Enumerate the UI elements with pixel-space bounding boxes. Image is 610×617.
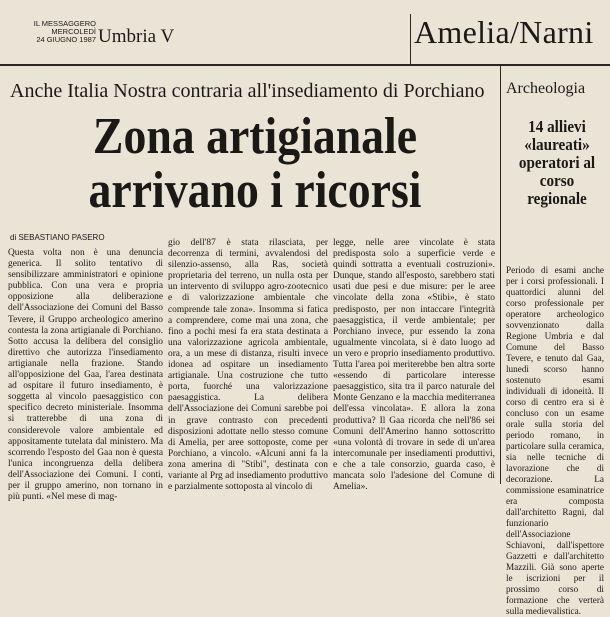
paper-name: IL MESSAGGERO bbox=[33, 19, 96, 28]
sidebar-headline: 14 allievi «laureati» operatori al corso regionale bbox=[518, 117, 596, 208]
date: 24 GIUGNO 1987 bbox=[36, 35, 96, 44]
show-through-shadow bbox=[178, 22, 408, 50]
headline-line-1: Zona artigianale bbox=[92, 108, 418, 165]
headline-line-2: arrivano i ricorsi bbox=[88, 162, 422, 219]
city-title: Amelia/Narni bbox=[414, 14, 594, 50]
byline: di SEBASTIANO PASERO bbox=[10, 233, 105, 242]
sidebar-body bbox=[506, 265, 604, 616]
sidebar-divider bbox=[500, 66, 501, 484]
sidebar-section-label: Archeologia bbox=[506, 80, 586, 97]
article-column-1 bbox=[8, 248, 163, 503]
column-1-text: Questa volta non è una denuncia generica. Il solito tentativo di sensibilizzare amministratori e opinione pubblica. Con una vera e propria opposizione alla deliberazione dell'Associazione dei Comuni del Basso Tevere, il Gruppo archeologico amerino contesta la zona artigianale di Porchiano. Sotto accusa la delibera del consiglio direttivo che autorizza l'insediamento artigianale nella frazione. Stando all'opposizione del Gaa, l'area destinata ad ospitare il futuro insediamento, è soggetta al vincolo paesaggistico con specifico decreto ministeriale. Insomma si tratterebbe di una zona di considerevole valore ambientale ed appositamente tutelata dal ministero. Ma scorrendo l'esposto del Gaa non è questa l'unica incongruenza della delibera dell'Associazione dei Comuni. I conti, per il gruppo amerino, non tornano in più punti. «Nel mese di mag- bbox=[8, 248, 163, 503]
article-column-2 bbox=[168, 238, 328, 493]
headline bbox=[83, 110, 426, 218]
masthead bbox=[8, 20, 96, 44]
sidebar-body-text: Periodo di esami anche per i corsi professionali. I quattordici alunni del corso professionale per operatore archeologico sovvenzionato dalla Regione Umbria e dal Comune del Basso Tevere, e tenuto dal Gaa, lunedì scorso hanno sostenuto esami individuali di idoneità. Il corso di centro era si è concluso con un esame orale sulla storia del periodo romano, in particolare sulla ceramica, sia nelle tecniche di lavorazione che di decorazione. La commissione esaminatrice era composta dall'architetto Ragni, dal funzionario dell'Associazione Schiavoni, dall'ispettore Gazzetti e dall'architetto Mazzili. Già sono aperte le iscrizioni per il prossimo corso di formazione che verterà sulla medievalistica. bbox=[506, 265, 604, 616]
column-3-text: legge, nelle aree vincolate è stata predisposta solo a superficie verde e quindi sottratta a eventuali costruzioni». Dunque, stando all'esposto, sarebbero stati usati due pesi e due misure: per le aree vincolate della zona «Stibi», è stato predisposto, per non intaccare l'integrità paesaggistica, il verde ambientale; per Porchiano invece, pur essendo la zona ugualmente vincolata, si è dato luogo ad un vero e proprio insediamento produttivo. Tutta l'area poi meriterebbe ben altra sorte «essendo di particolare interesse paesaggistico, sita tra il parco naturale del Monte Genzano e la macchia mediterranea dell'essa vincolata». E allora la zona produttiva? Il Gaa ricorda che nell'86 sei Comuni dell'Amerino hanno sottoscritto «una volontà di trovare in sede di un'area intercomunale per insediamenti produttivi, e che a tale consorzio, guarda caso, è mancata solo l'adesione del Comune di Amelia». bbox=[333, 238, 495, 493]
top-rule bbox=[0, 64, 610, 66]
weekday: MERCOLEDÌ bbox=[51, 27, 96, 36]
article-column-3 bbox=[333, 238, 495, 493]
kicker: Anche Italia Nostra contraria all'insediamento di Porchiano bbox=[10, 80, 485, 102]
header-divider bbox=[410, 14, 411, 64]
column-2-text: gio dell'87 è stata rilasciata, per decorrenza di termini, avvalendosi del silenzio-assenso, alla Ras, società proprietaria del terreno, un nulla osta per un intervento di sviluppo agro-zootecnico e di valorizzazione ambientale che comprende tale zona». Insomma si fatica a comprendere, come mai una zona, che fino a pochi mesi fa era stata destinata a una valorizzazione agricola ambientale, ora, a un mese di distanza, risulti invece idonea ad ospitare un insediamento artigianale. Una costruzione che tutto porta, fuorché una valorizzazione paesaggistica. La delibera dell'Associazione dei Comuni sarebbe poi in grave contrasto con precedenti disposizioni adottate nello stesso comune di Amelia, per aree sottoposte, come per Porchiano, a vincolo. «Alcuni anni fa la zona amerina di "Stibi", destinata con variante al Prg ad insediamento produttivo e parzialmente sottoposta al vincolo di bbox=[168, 238, 328, 493]
section-label: Umbria V bbox=[98, 26, 175, 47]
